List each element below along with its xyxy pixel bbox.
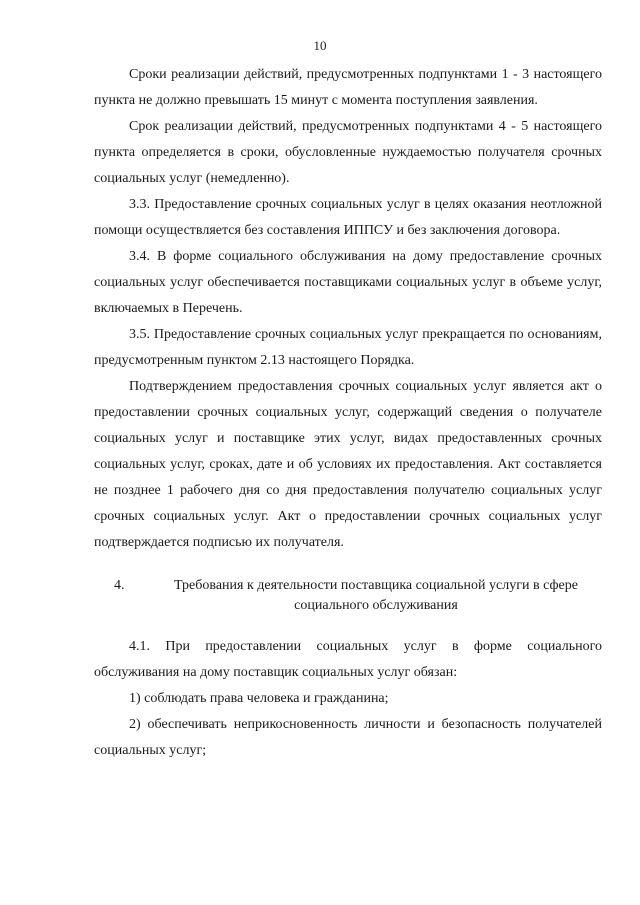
paragraph: 3.3. Предоставление срочных социальных услуг в целях оказания неотложной помощи осуществляется без составления ИППСУ и без заключения договора. — [94, 197, 602, 238]
section-number: 4. — [114, 578, 125, 593]
paragraph: 4.1. При предоставлении социальных услуг в форме социального обслуживания на дому поставщик социальных услуг обязан: — [94, 639, 602, 680]
paragraph: 3.4. В форме социального обслуживания на дому предоставление срочных социальных услуг обеспечивается поставщиками социальных услуг в объеме услуг, включаемых в Перечень. — [94, 249, 602, 316]
section-title: Требования к деятельности поставщика социальной услуги в сфере социального обслуживания — [174, 578, 578, 613]
paragraph: Срок реализации действий, предусмотренных подпунктами 4 - 5 настоящего пункта определяется в сроки, обусловленные нуждаемостью получателя срочных социальных услуг (немедленно). — [94, 119, 602, 186]
paragraph: 1) соблюдать права человека и гражданина; — [129, 691, 389, 706]
paragraph: Подтверждением предоставления срочных социальных услуг является акт о предоставлении срочных социальных услуг, содержащий сведения о получателе социальных услуг и поставщике этих услуг, видах предоставленных срочных социальных услуг, сроках, дате и об условиях их предоставления. Акт составляется не позднее 1 рабочего дня со дня предоставления получателю социальных услуг срочных социальных услуг. Акт о предоставлении срочных социальных услуг подтверждается подписью их получателя. — [94, 379, 602, 550]
page-number: 10 — [313, 38, 327, 53]
document-body — [94, 62, 602, 764]
paragraph: 2) обеспечивать неприкосновенность личности и безопасность получателей социальных услуг; — [94, 717, 602, 758]
paragraph: 3.5. Предоставление срочных социальных услуг прекращается по основаниям, предусмотренным пунктом 2.13 настоящего Порядка. — [94, 327, 602, 368]
paragraph: Сроки реализации действий, предусмотренных подпунктами 1 - 3 настоящего пункта не должно превышать 15 минут с момента поступления заявления. — [94, 67, 602, 108]
section-heading — [94, 576, 602, 616]
